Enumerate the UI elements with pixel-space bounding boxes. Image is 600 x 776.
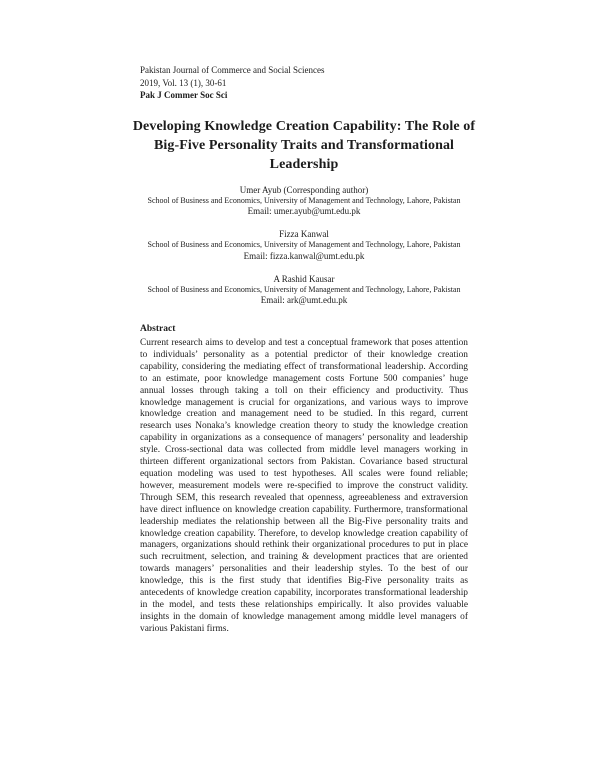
author-block: [122, 274, 486, 307]
author-affiliation: School of Business and Economics, University of Management and Technology, Lahore, Pakistan: [147, 195, 461, 205]
author-name: Fizza Kanwal: [279, 229, 329, 239]
abstract-body: Current research aims to develop and test a conceptual framework that poses attention to individuals’ personality as a potential predictor of their knowledge creation capability, considering the mediating effect of transformational leadership. According to an estimate, poor knowledge management costs Fortune 500 companies’ huge annual losses through taking a toll on their efficiency and productivity. Thus knowledge management is crucial for organizations, and various ways to improve knowledge creation and management need to be studied. In this regard, current research uses Nonaka’s knowledge creation theory to study the knowledge creation capability in organizations as a consequence of managers’ personality and leadership style. Cross-sectional data was collected from middle level managers working in thirteen different organizational sectors from Pakistan. Covariance based structural equation modeling was used to test hypotheses. All scales were found reliable; however, measurement models were re-specified to improve the construct validity. Through SEM, this research revealed that openness, agreeableness and extraversion have direct influence on knowledge creation capability. Furthermore, transformational leadership mediates the relationship between all the Big-Five personality traits and knowledge creation capability. Therefore, to develop knowledge creation capability of managers, organizations should rethink their organizational procedures to put in place such recruitment, selection, and training & development practices that are oriented towards managers’ personalities and their leadership styles. To the best of our knowledge, this is the first study that identifies Big-Five personality traits as antecedents of knowledge creation capability, incorporates transformational leadership in the model, and tests these relationships empirically. It also provides valuable insights in the domain of knowledge management among middle level managers of various Pakistani firms.: [140, 338, 468, 634]
abstract-heading: Abstract: [140, 324, 176, 334]
author-name: Umer Ayub (Corresponding author): [239, 184, 369, 195]
article-title: Developing Knowledge Creation Capability: The Role of Big-Five Personality Traits and Transformational Leadership: [132, 118, 476, 172]
journal-name: Pakistan Journal of Commerce and Social Sciences: [140, 65, 325, 75]
author-email: Email: fizza.kanwal@umt.edu.pk: [243, 250, 365, 261]
author-name: A Rashid Kausar: [273, 273, 335, 284]
author-block: [122, 185, 486, 218]
author-email: Email: ark@umt.edu.pk: [260, 295, 348, 305]
journal-header: [140, 64, 468, 102]
author-list: [122, 185, 486, 307]
author-affiliation: School of Business and Economics, University of Management and Technology, Lahore, Pakistan: [147, 240, 461, 249]
title-author-band: [122, 117, 486, 307]
page-content: [132, 64, 476, 636]
journal-abbreviation: Pak J Commer Soc Sci: [140, 90, 228, 100]
author-email: Email: umer.ayub@umt.edu.pk: [247, 206, 361, 216]
author-block: [122, 229, 486, 262]
author-affiliation: School of Business and Economics, University of Management and Technology, Lahore, Pakistan: [147, 284, 461, 294]
journal-volume-info: 2019, Vol. 13 (1), 30-61: [140, 77, 227, 88]
